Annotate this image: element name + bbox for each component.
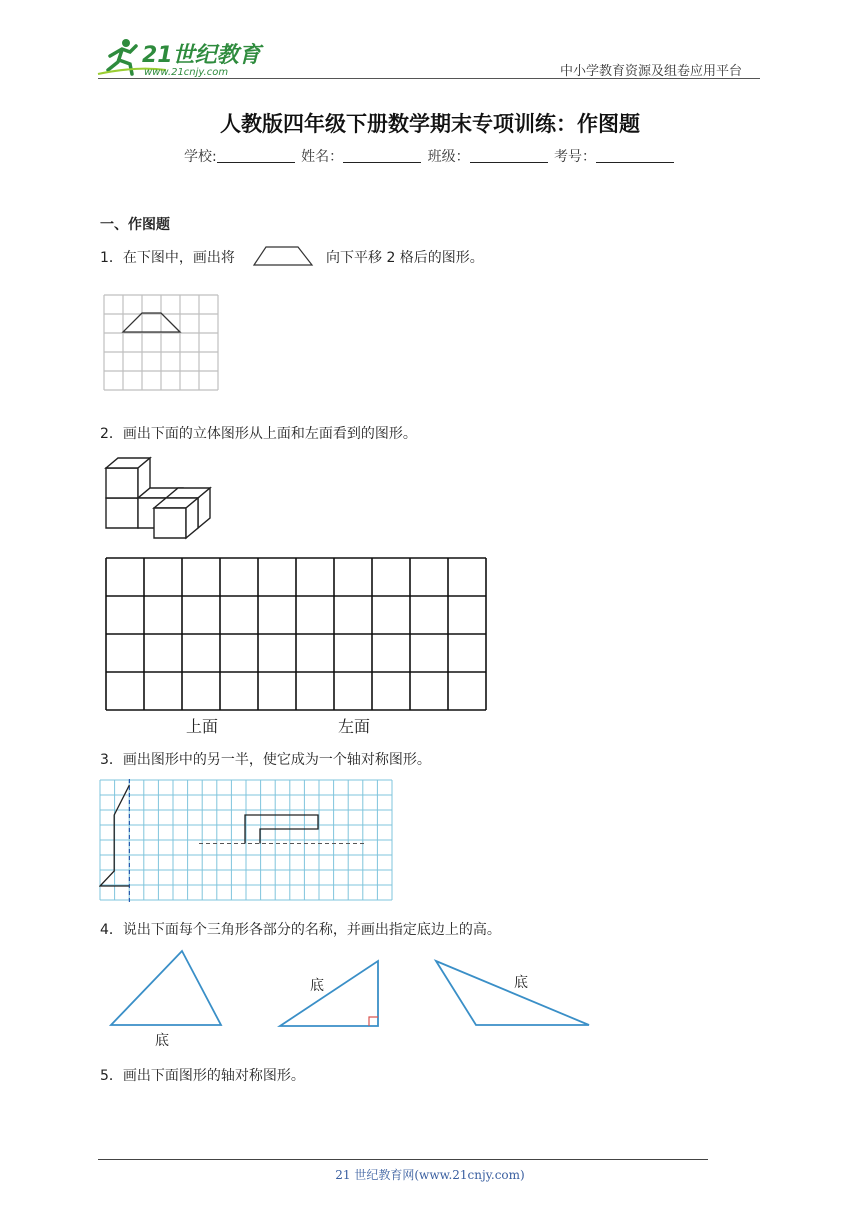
q3-grid[interactable]	[99, 779, 395, 905]
q1-text-after: 向下平移 2 格后的图形。	[326, 250, 484, 266]
q3-text: 3．画出图形中的另一半，使它成为一个轴对称图形。	[100, 752, 431, 768]
class-blank[interactable]	[470, 148, 548, 163]
exam-no-blank[interactable]	[596, 148, 674, 163]
triangle-1	[111, 951, 221, 1025]
q5-text: 5．画出下面图形的轴对称图形。	[100, 1068, 305, 1084]
triangle-2	[280, 961, 378, 1026]
logo-text: 21世纪教育	[142, 43, 261, 68]
name-label: 姓名：	[301, 149, 344, 165]
triangle-3	[436, 961, 589, 1025]
q1-text-before: 1．在下图中，画出将	[100, 250, 235, 266]
platform-name: 中小学教育资源及组卷应用平台	[560, 64, 743, 79]
q2-text: 2．画出下面的立体图形从上面和左面看到的图形。	[100, 426, 417, 442]
q1-trapezoid	[123, 313, 180, 332]
name-blank[interactable]	[343, 148, 421, 163]
q1-grid	[103, 294, 219, 392]
triangle-1-base-label: 底	[155, 1033, 169, 1049]
q4-text: 4．说出下面每个三角形各部分的名称，并画出指定底边上的高。	[100, 922, 501, 938]
q2-caption-top: 上面	[186, 717, 219, 736]
q4-triangles	[106, 946, 596, 1052]
exam-no-label: 考号：	[554, 149, 597, 165]
logo-url: www.21cnjy.com	[144, 67, 229, 78]
school-blank[interactable]	[217, 148, 295, 163]
triangle-3-base-label: 底	[514, 975, 528, 991]
q2-cube-stack	[104, 456, 216, 540]
school-label: 学校:	[183, 149, 217, 165]
right-angle-mark	[369, 1017, 378, 1026]
q2-answer-grid[interactable]	[105, 557, 489, 713]
triangle-2-base-label: 底	[310, 978, 324, 994]
class-label: 班级：	[427, 149, 470, 165]
header-divider	[98, 78, 760, 79]
q3-top-shape	[245, 815, 318, 844]
footer-divider	[98, 1159, 708, 1160]
student-info	[0, 146, 860, 166]
q1-trapezoid-inline	[252, 244, 314, 268]
footer-text: 21 世纪教育网(www.21cnjy.com)	[335, 1168, 525, 1182]
site-logo	[96, 36, 266, 78]
section-title: 一、作图题	[100, 217, 170, 233]
q2-caption-left: 左面	[338, 717, 371, 736]
page-title: 人教版四年级下册数学期末专项训练：作图题	[220, 112, 640, 136]
